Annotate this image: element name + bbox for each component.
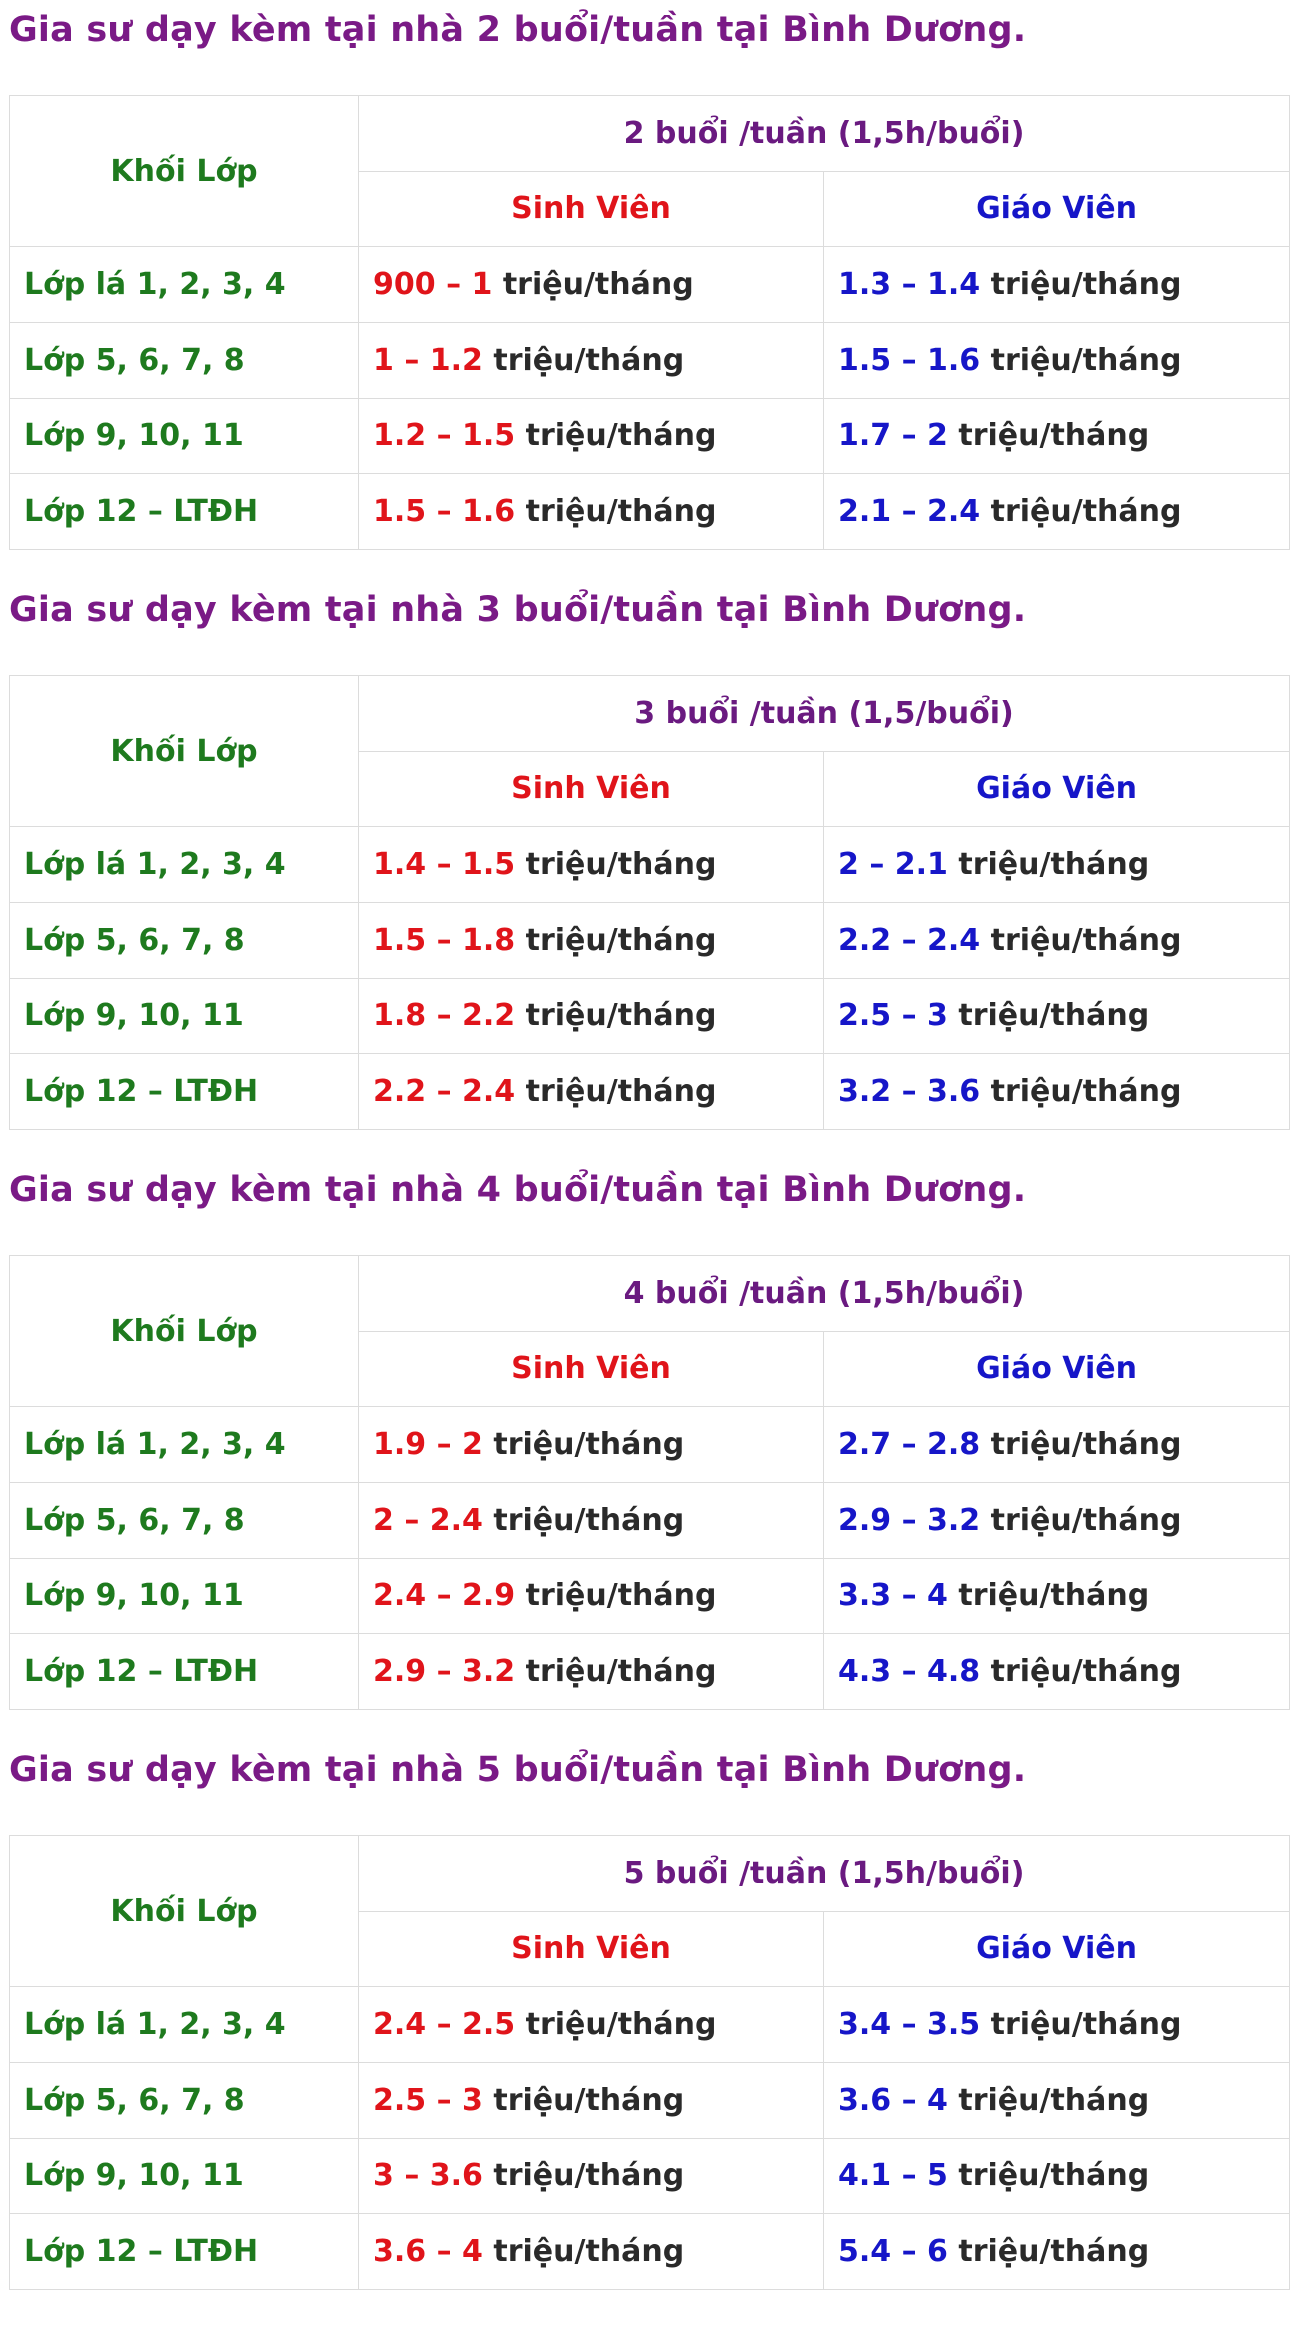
price-unit: triệu/tháng [990,342,1182,378]
student-price-cell [359,1054,824,1130]
teacher-price-range: 1.5 – 1.6 [838,342,981,378]
sessions-group-header: 5 buổi /tuần (1,5h/buổi) [359,1836,1290,1912]
teacher-column-header: Giáo Viên [824,1331,1290,1407]
teacher-price-range: 2.5 – 3 [838,998,948,1034]
teacher-price-range: 5.4 – 6 [838,2234,948,2270]
sessions-group-header: 4 buổi /tuần (1,5h/buổi) [359,1256,1290,1332]
grade-cell: Lớp lá 1, 2, 3, 4 [10,1407,359,1483]
student-price-range: 2.5 – 3 [373,2082,483,2118]
section-heading: Gia sư dạy kèm tại nhà 3 buổi/tuần tại Bình Dương. [9,590,1027,630]
teacher-price-range: 2.9 – 3.2 [838,1502,981,1538]
price-unit: triệu/tháng [958,2158,1150,2194]
student-column-header: Sinh Viên [359,171,824,247]
table-header-row [10,96,1290,172]
price-unit: triệu/tháng [493,342,685,378]
price-unit: triệu/tháng [493,2234,685,2270]
table-row [10,1987,1290,2063]
teacher-column-header: Giáo Viên [824,1911,1290,1987]
table-row [10,2138,1290,2214]
grade-column-header: Khối Lớp [10,96,359,247]
table-row [10,827,1290,903]
price-unit: triệu/tháng [990,267,1182,303]
teacher-price-range: 4.3 – 4.8 [838,1654,981,1690]
section-heading: Gia sư dạy kèm tại nhà 4 buổi/tuần tại Bình Dương. [9,1170,1027,1210]
student-price-range: 1.5 – 1.6 [373,494,516,530]
price-unit: triệu/tháng [990,1502,1182,1538]
teacher-price-cell [824,1987,1290,2063]
price-table [9,1835,1290,2290]
table-row [10,1634,1290,1710]
price-unit: triệu/tháng [525,1654,717,1690]
section-heading: Gia sư dạy kèm tại nhà 5 buổi/tuần tại Bình Dương. [9,1750,1027,1790]
student-price-cell [359,2138,824,2214]
teacher-price-range: 3.6 – 4 [838,2082,948,2118]
student-price-cell [359,322,824,398]
student-price-cell [359,1558,824,1634]
student-price-range: 1.8 – 2.2 [373,998,516,1034]
grade-cell: Lớp lá 1, 2, 3, 4 [10,247,359,323]
teacher-price-cell [824,2138,1290,2214]
grade-cell: Lớp 9, 10, 11 [10,2138,359,2214]
student-column-header: Sinh Viên [359,1331,824,1407]
student-price-range: 3.6 – 4 [373,2234,483,2270]
table-row [10,2214,1290,2290]
section-heading: Gia sư dạy kèm tại nhà 2 buổi/tuần tại Bình Dương. [9,10,1027,50]
student-price-cell [359,978,824,1054]
table-header-row [10,1256,1290,1332]
teacher-price-range: 2.1 – 2.4 [838,494,981,530]
table-header-row [10,1836,1290,1912]
student-price-range: 1 – 1.2 [373,342,483,378]
price-table [9,1255,1290,1710]
price-unit: triệu/tháng [493,1427,685,1463]
price-unit: triệu/tháng [958,1578,1150,1614]
teacher-column-header: Giáo Viên [824,751,1290,827]
grade-cell: Lớp lá 1, 2, 3, 4 [10,827,359,903]
price-unit: triệu/tháng [525,1074,717,1110]
table-row [10,978,1290,1054]
grade-cell: Lớp lá 1, 2, 3, 4 [10,1987,359,2063]
teacher-price-cell [824,1054,1290,1130]
student-price-cell [359,2214,824,2290]
grade-column-header: Khối Lớp [10,1836,359,1987]
student-price-range: 2.4 – 2.5 [373,2007,516,2043]
price-unit: triệu/tháng [493,2158,685,2194]
student-price-cell [359,474,824,550]
price-unit: triệu/tháng [990,922,1182,958]
price-unit: triệu/tháng [493,1502,685,1538]
price-unit: triệu/tháng [990,1427,1182,1463]
teacher-price-range: 2.2 – 2.4 [838,922,981,958]
price-unit: triệu/tháng [990,494,1182,530]
table-row [10,322,1290,398]
price-unit: triệu/tháng [502,267,694,303]
teacher-price-cell [824,247,1290,323]
teacher-price-range: 3.3 – 4 [838,1578,948,1614]
teacher-column-header: Giáo Viên [824,171,1290,247]
teacher-price-range: 2.7 – 2.8 [838,1427,981,1463]
teacher-price-range: 1.7 – 2 [838,418,948,454]
grade-cell: Lớp 5, 6, 7, 8 [10,902,359,978]
student-price-cell [359,247,824,323]
grade-cell: Lớp 12 – LTĐH [10,2214,359,2290]
student-price-range: 2.9 – 3.2 [373,1654,516,1690]
table-row [10,247,1290,323]
price-unit: triệu/tháng [990,2007,1182,2043]
grade-cell: Lớp 12 – LTĐH [10,474,359,550]
price-unit: triệu/tháng [525,418,717,454]
grade-cell: Lớp 5, 6, 7, 8 [10,322,359,398]
grade-column-header: Khối Lớp [10,676,359,827]
table-row [10,474,1290,550]
price-unit: triệu/tháng [525,2007,717,2043]
price-table [9,675,1290,1130]
table-row [10,1407,1290,1483]
teacher-price-cell [824,322,1290,398]
price-unit: triệu/tháng [990,1074,1182,1110]
table-row [10,1054,1290,1130]
student-price-cell [359,1482,824,1558]
table-row [10,2062,1290,2138]
student-price-cell [359,1987,824,2063]
teacher-price-cell [824,398,1290,474]
price-unit: triệu/tháng [525,494,717,530]
teacher-price-range: 2 – 2.1 [838,847,948,883]
price-unit: triệu/tháng [958,2082,1150,2118]
student-price-cell [359,2062,824,2138]
teacher-price-cell [824,902,1290,978]
student-column-header: Sinh Viên [359,751,824,827]
price-unit: triệu/tháng [990,1654,1182,1690]
student-price-range: 2 – 2.4 [373,1502,483,1538]
student-price-range: 1.9 – 2 [373,1427,483,1463]
student-price-cell [359,398,824,474]
price-unit: triệu/tháng [525,922,717,958]
student-price-range: 2.2 – 2.4 [373,1074,516,1110]
grade-cell: Lớp 12 – LTĐH [10,1054,359,1130]
table-row [10,1558,1290,1634]
teacher-price-cell [824,2214,1290,2290]
price-unit: triệu/tháng [493,2082,685,2118]
grade-column-header: Khối Lớp [10,1256,359,1407]
sessions-group-header: 2 buổi /tuần (1,5h/buổi) [359,96,1290,172]
teacher-price-cell [824,827,1290,903]
teacher-price-cell [824,1407,1290,1483]
grade-cell: Lớp 9, 10, 11 [10,398,359,474]
table-row [10,398,1290,474]
price-unit: triệu/tháng [525,847,717,883]
teacher-price-range: 4.1 – 5 [838,2158,948,2194]
price-unit: triệu/tháng [958,418,1150,454]
student-price-cell [359,1634,824,1710]
student-price-range: 2.4 – 2.9 [373,1578,516,1614]
teacher-price-range: 3.2 – 3.6 [838,1074,981,1110]
grade-cell: Lớp 5, 6, 7, 8 [10,1482,359,1558]
price-unit: triệu/tháng [958,847,1150,883]
teacher-price-cell [824,1634,1290,1710]
table-row [10,902,1290,978]
price-unit: triệu/tháng [525,998,717,1034]
student-price-cell [359,1407,824,1483]
teacher-price-range: 3.4 – 3.5 [838,2007,981,2043]
student-price-range: 1.2 – 1.5 [373,418,516,454]
teacher-price-cell [824,1558,1290,1634]
teacher-price-cell [824,2062,1290,2138]
grade-cell: Lớp 5, 6, 7, 8 [10,2062,359,2138]
sessions-group-header: 3 buổi /tuần (1,5/buổi) [359,676,1290,752]
price-unit: triệu/tháng [525,1578,717,1614]
teacher-price-cell [824,1482,1290,1558]
teacher-price-range: 1.3 – 1.4 [838,267,981,303]
grade-cell: Lớp 12 – LTĐH [10,1634,359,1710]
grade-cell: Lớp 9, 10, 11 [10,1558,359,1634]
student-column-header: Sinh Viên [359,1911,824,1987]
student-price-cell [359,827,824,903]
student-price-range: 900 – 1 [373,267,493,303]
student-price-range: 1.5 – 1.8 [373,922,516,958]
teacher-price-cell [824,474,1290,550]
grade-cell: Lớp 9, 10, 11 [10,978,359,1054]
price-table [9,95,1290,550]
student-price-cell [359,902,824,978]
table-header-row [10,676,1290,752]
teacher-price-cell [824,978,1290,1054]
price-unit: triệu/tháng [958,2234,1150,2270]
price-unit: triệu/tháng [958,998,1150,1034]
table-row [10,1482,1290,1558]
student-price-range: 1.4 – 1.5 [373,847,516,883]
student-price-range: 3 – 3.6 [373,2158,483,2194]
